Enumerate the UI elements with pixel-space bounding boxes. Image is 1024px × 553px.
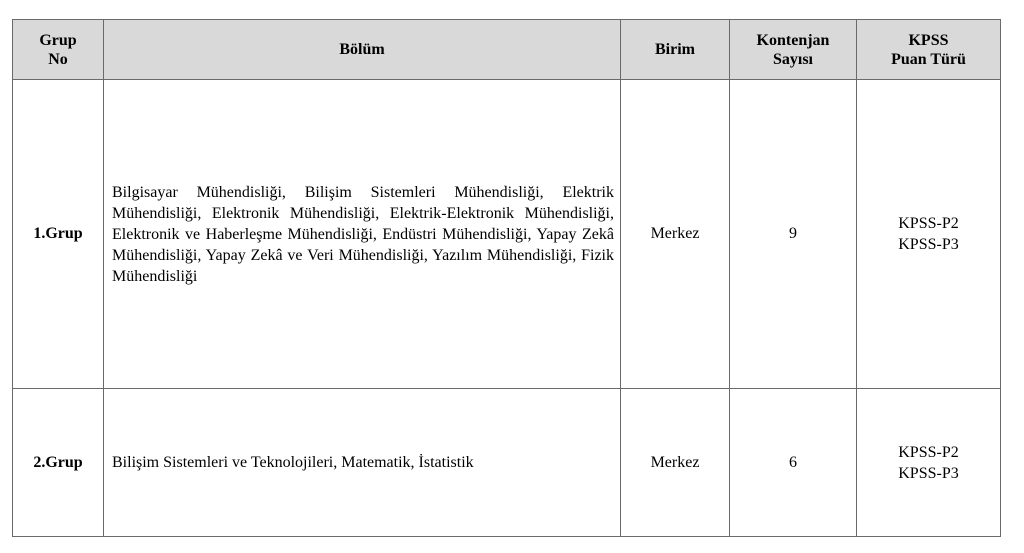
department-text: Bilgisayar Mühendisliği, Bilişim Sistemleri Mühendisliği, Elektrik Mühendisliği, Elektronik Mühendisliği, Elektrik-Elektronik Mühendisliği, Elektronik ve Haberleşme Mühendisliği, Endüstri Mühendisliği, Yapay Zekâ Mühendisliği, Yapay Zekâ ve Veri Mühendisliği, Yazılım Mühendisliği, Fizik Mühendisliği [112,183,614,285]
header-unit: Birim [621,20,730,80]
header-quota-line1: Kontenjan [756,31,830,49]
group-cell: 1.Grup [13,80,104,389]
group-cell: 2.Grup [13,389,104,537]
header-group-no [13,20,104,80]
header-department: Bölüm [104,20,621,80]
quota-cell: 6 [730,389,857,537]
department-text: Bilişim Sistemleri ve Teknolojileri, Matematik, İstatistik [112,454,474,471]
unit-cell: Merkez [621,80,730,389]
header-quota [730,20,857,80]
header-score-line1: KPSS [908,31,949,49]
unit-cell: Merkez [621,389,730,537]
header-group-no-line2: No [48,50,68,68]
header-score-type [857,20,1001,80]
score-type-item: KPSS-P2 [898,215,959,232]
department-cell [104,80,621,389]
score-type-item: KPSS-P3 [898,236,959,253]
quota-cell: 9 [730,80,857,389]
table-row [13,80,1001,389]
score-type-cell [857,80,1001,389]
score-type-item: KPSS-P2 [898,443,959,461]
score-type-item: KPSS-P3 [898,464,959,482]
department-cell [104,389,621,537]
header-quota-line2: Sayısı [772,50,813,68]
table-header-row [13,20,1001,80]
header-score-line2: Puan Türü [891,50,966,68]
quota-table [12,19,1001,537]
score-type-cell [857,389,1001,537]
table-row [13,389,1001,537]
header-group-no-line1: Grup [39,31,77,49]
